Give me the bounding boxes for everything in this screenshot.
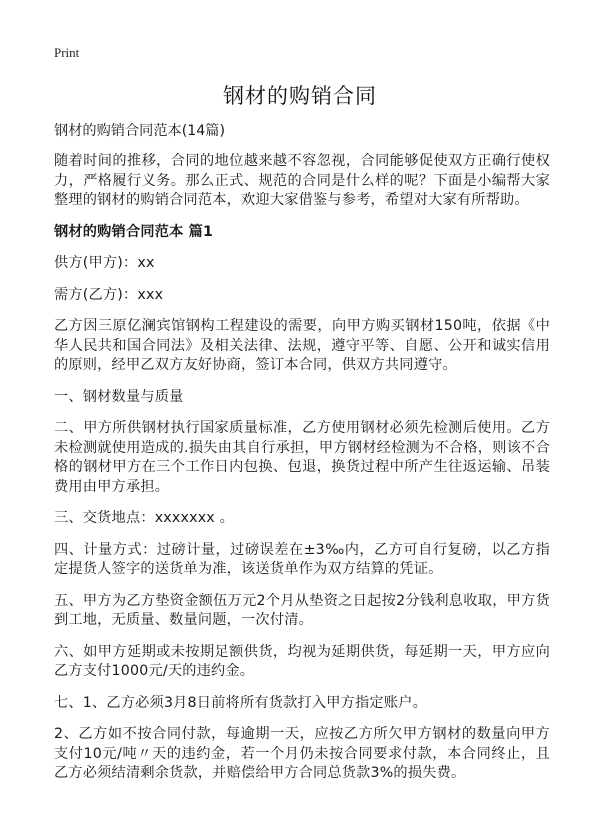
clause-4: 四、计量方式：过磅计量，过磅误差在±3‰内，乙方可自行复磅，以乙方指定提货人签字的送货单为准，该送货单作为双方结算的凭证。 bbox=[54, 541, 550, 577]
clause-6: 六、如甲方延期或未按期足额供货，均视为延期供货，每延期一天，甲方应向乙方支付1000元/天的违约金。 bbox=[54, 643, 550, 679]
intro-paragraph: 随着时间的推移，合同的地位越来越不容忽视，合同能够促使双方正确行使权力，严格履行义务。那么正式、规范的合同是什么样的呢？下面是小编帮大家整理的钢材的购销合同范本，欢迎大家借鉴与参考，希望对大家有所帮助。 bbox=[54, 153, 550, 208]
print-link[interactable]: Print bbox=[54, 45, 80, 60]
clause-5: 五、甲方为乙方垫资金额伍万元2个月从垫资之日起按2分钱利息收取，甲方货到工地，无质量、数量问题，一次付清。 bbox=[54, 592, 550, 628]
document-body bbox=[54, 120, 550, 796]
document-subtitle: 钢材的购销合同范本(14篇) bbox=[54, 123, 225, 139]
clause-3: 三、交货地点：xxxxxxx 。 bbox=[54, 510, 234, 526]
clause-1: 一、钢材数量与质量 bbox=[54, 388, 184, 405]
clause-2: 二、甲方所供钢材执行国家质量标准，乙方使用钢材必须先检测后使用。乙方未检测就使用造成的.损失由其自行承担，甲方钢材经检测为不合格，则该不合格的钢材甲方在三个工作日内包换、包退，换货过程中所产生往返运输、吊装费用由甲方承担。 bbox=[54, 420, 550, 495]
clause-7-2: 2、乙方如不按合同付款，每逾期一天，应按乙方所欠甲方钢材的数量向甲方支付10元/吨〃天的违约金，若一个月仍未按合同要求付款，本合同终止，且乙方必须结清剩余货款，并赔偿给甲方合同总货款3%的损失费。 bbox=[54, 726, 550, 781]
preamble-paragraph: 乙方因三原亿澜宾馆钢构工程建设的需要，向甲方购买钢材150吨，依据《中华人民共和国合同法》及相关法律、法规，遵守平等、自愿、公开和诚实信用的原则，经甲乙双方友好协商，签订本合同，供双方共同遵守。 bbox=[54, 318, 550, 373]
section-heading: 钢材的购销合同范本 篇1 bbox=[54, 223, 214, 240]
supplier-line: 供方(甲方)：xx bbox=[54, 255, 155, 271]
buyer-line: 需方(乙方)：xxx bbox=[54, 286, 164, 303]
clause-7-1: 七、1、乙方必须3月8日前将所有货款打入甲方指定账户。 bbox=[54, 694, 427, 711]
document-title: 钢材的购销合同 bbox=[223, 84, 377, 108]
